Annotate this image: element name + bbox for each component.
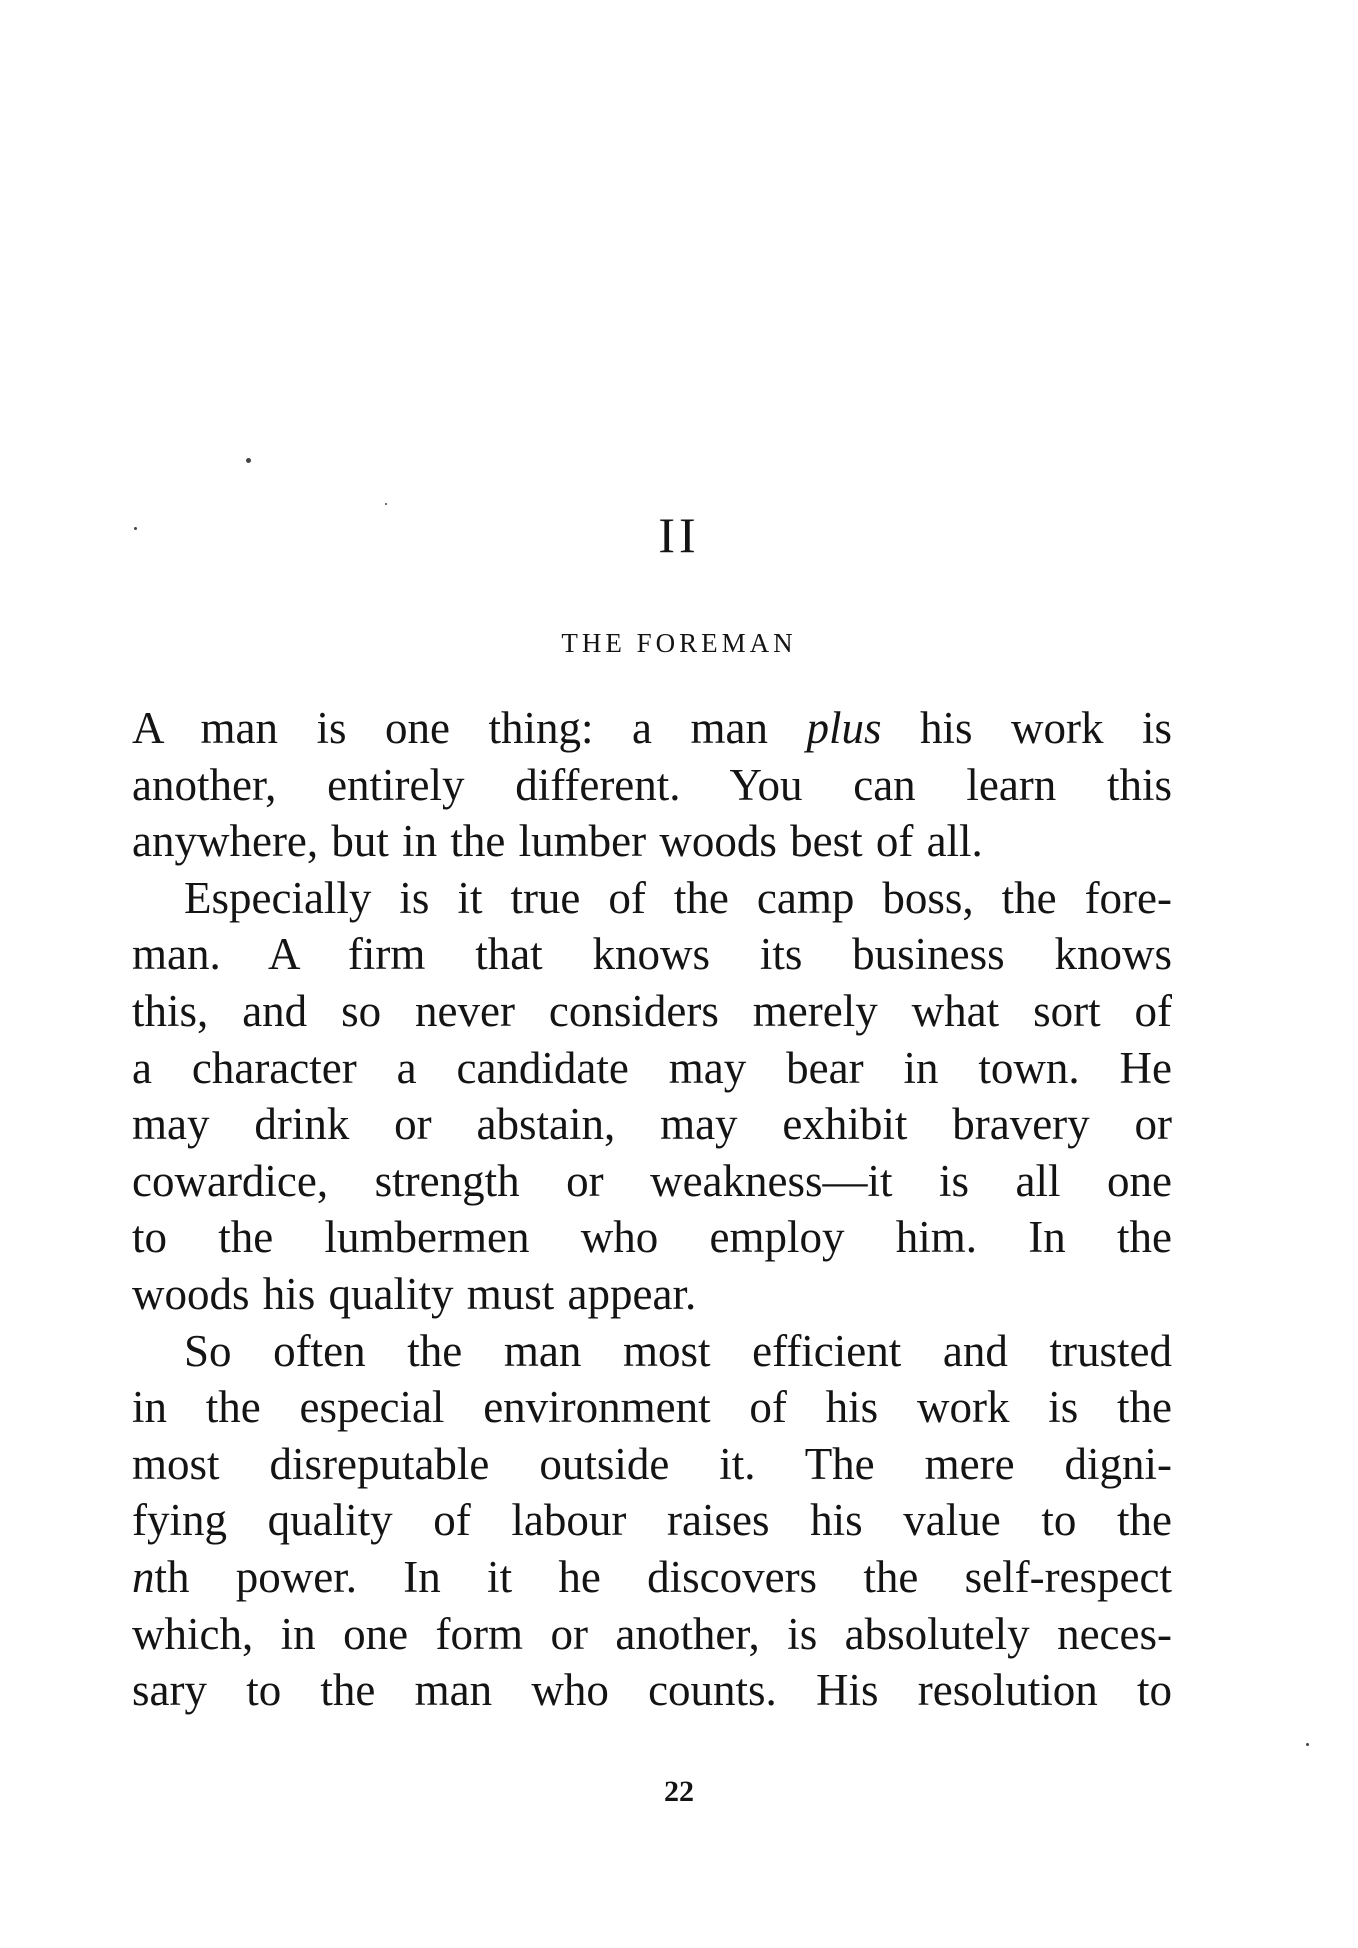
text-line <box>132 1040 1172 1097</box>
print-speck <box>385 503 387 505</box>
text-line <box>132 1209 1172 1266</box>
text-run: in the especial environment of his work is the <box>132 1382 1172 1433</box>
text-line <box>132 1379 1172 1436</box>
text-run: So often the man most efficient and trusted <box>184 1325 1172 1376</box>
text-run: man. A firm that knows its business knows <box>132 929 1172 980</box>
paragraph <box>132 1323 1172 1719</box>
text-line <box>132 1323 1172 1380</box>
text-line <box>132 1549 1172 1606</box>
italic-text: n <box>132 1551 155 1602</box>
text-run: sary to the man who counts. His resolution to <box>132 1665 1172 1716</box>
text-line <box>132 700 1172 757</box>
text-line <box>132 1662 1172 1719</box>
text-run: may drink or abstain, may exhibit bravery or <box>132 1099 1172 1150</box>
chapter-title: THE FOREMAN <box>561 628 797 658</box>
text-line <box>132 1266 1172 1323</box>
text-run: most disreputable outside it. The mere digni- <box>132 1438 1172 1489</box>
italic-text: plus <box>806 703 882 753</box>
print-speck <box>134 527 137 530</box>
text-line <box>132 757 1172 814</box>
text-line <box>132 1096 1172 1153</box>
text-run: cowardice, strength or weakness—it is all one <box>132 1155 1172 1206</box>
print-speck <box>246 458 251 463</box>
text-run: a character a candidate may bear in town. He <box>132 1042 1172 1093</box>
page-number: 22 <box>664 1775 694 1808</box>
text-run: anywhere, but in the lumber woods best of all. <box>132 816 983 867</box>
text-run: th power. In it he discovers the self-respect <box>154 1551 1172 1602</box>
text-line <box>132 870 1172 927</box>
text-run: to the lumbermen who employ him. In the <box>132 1212 1172 1263</box>
chapter-number: II <box>658 507 700 563</box>
text-line <box>132 1606 1172 1663</box>
text-run: his work is <box>881 703 1173 753</box>
text-line <box>132 983 1172 1040</box>
text-line <box>132 1436 1172 1493</box>
text-line <box>132 813 1172 870</box>
text-run: which, in one form or another, is absolutely neces- <box>132 1608 1172 1659</box>
paragraph <box>132 870 1172 1323</box>
print-speck <box>1306 1743 1309 1746</box>
text-run: fying quality of labour raises his value to the <box>132 1495 1172 1546</box>
text-run: A man is one thing: a man <box>132 703 807 753</box>
text-line <box>132 926 1172 983</box>
text-line <box>132 1492 1172 1549</box>
text-run: this, and so never considers merely what sort of <box>132 985 1172 1036</box>
paragraph <box>132 700 1172 870</box>
body-text <box>132 700 1172 1719</box>
text-run: Especially is it true of the camp boss, the fore- <box>184 872 1172 923</box>
text-line <box>132 1153 1172 1210</box>
text-run: woods his quality must appear. <box>132 1268 697 1319</box>
text-run: another, entirely different. You can learn this <box>132 759 1172 810</box>
